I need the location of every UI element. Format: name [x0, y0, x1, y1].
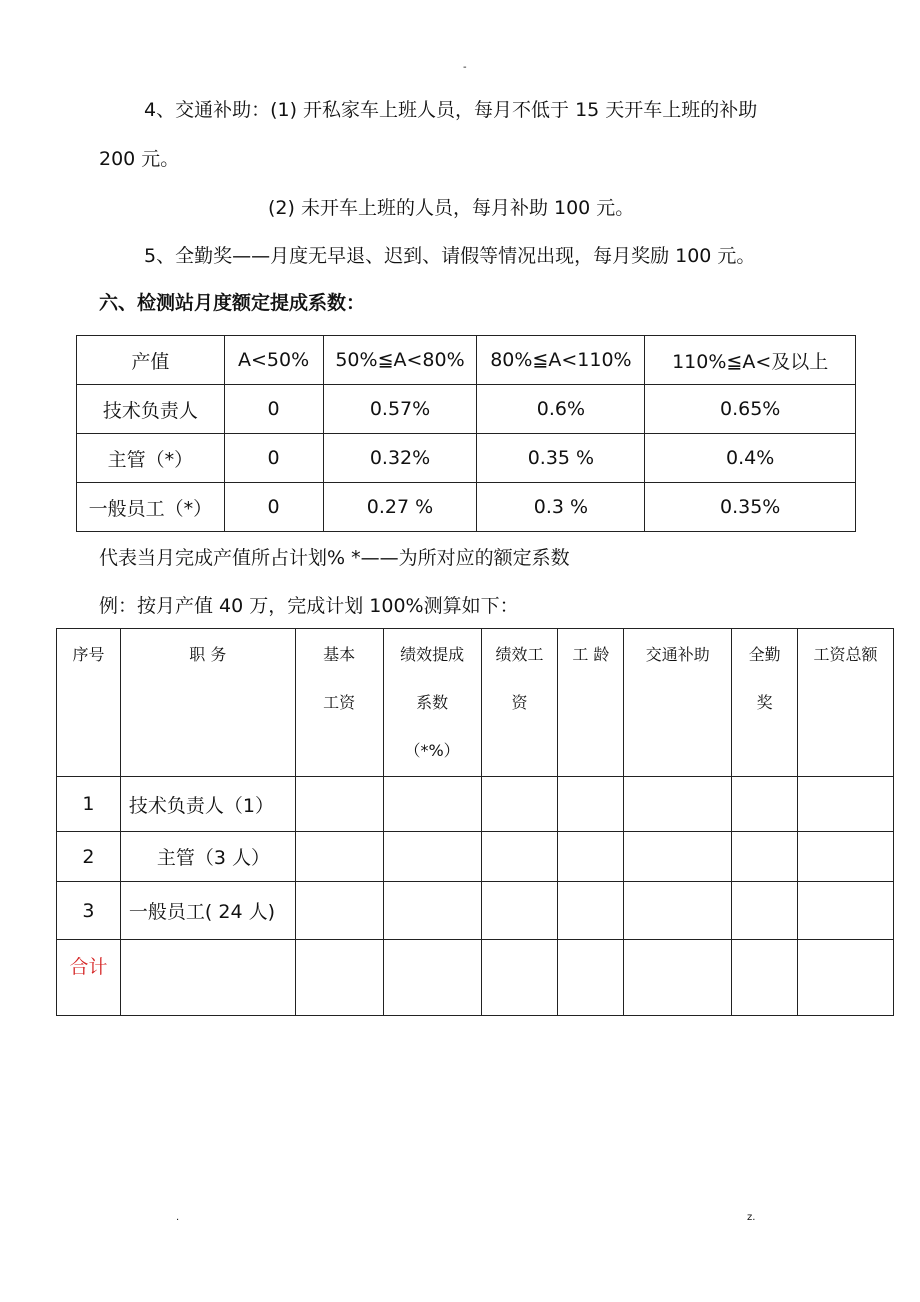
header-cell: 50%≦A<80% [323, 336, 477, 385]
header-cell [481, 629, 558, 777]
table-cell [798, 832, 894, 882]
header-line: 职 务 [189, 645, 227, 664]
table-cell [558, 777, 624, 832]
header-line: 绩效工 [495, 645, 544, 664]
table-cell: 0.65% [645, 385, 856, 434]
header-line: 全勤 [748, 645, 781, 664]
note-coefficient: 代表当月完成产值所占计划% *——为所对应的额定系数 [99, 547, 570, 569]
header-line: 绩效提成 [400, 645, 465, 664]
table-cell [624, 882, 732, 940]
table-cell [732, 882, 798, 940]
table-cell [624, 940, 732, 1016]
paragraph-transport-line2: 200 元。 [99, 148, 180, 170]
coefficient-table-header [77, 336, 856, 385]
table-cell [558, 882, 624, 940]
table-cell: 技术负责人 [77, 385, 225, 434]
table-cell [798, 940, 894, 1016]
salary-table [56, 628, 894, 1016]
table-cell: 0.57% [323, 385, 477, 434]
table-cell [383, 940, 481, 1016]
row-role: 主管（3 人） [120, 832, 295, 882]
header-line: 序号 [72, 645, 105, 664]
header-cell: 产值 [77, 336, 225, 385]
table-cell [558, 832, 624, 882]
table-row [77, 385, 856, 434]
header-cell [798, 629, 894, 777]
paragraph-transport-line1: 4、交通补助：(1) 开私家车上班人员，每月不低于 15 天开车上班的补助 [144, 99, 758, 121]
header-line: 基本 [323, 645, 356, 664]
header-line: 工资总额 [813, 645, 878, 664]
header-line: 系数 [416, 693, 449, 712]
table-cell [481, 777, 558, 832]
total-cell [57, 940, 121, 1016]
header-cell [558, 629, 624, 777]
table-cell: 0.4% [645, 434, 856, 483]
table-cell [383, 832, 481, 882]
table-cell [120, 940, 295, 1016]
table-cell [383, 777, 481, 832]
salary-table-header [57, 629, 894, 777]
header-line: 交通补助 [645, 645, 710, 664]
row-number: 1 [57, 777, 121, 832]
row-number: 3 [57, 882, 121, 940]
table-cell [798, 777, 894, 832]
row-number: 2 [57, 832, 121, 882]
table-cell [732, 940, 798, 1016]
header-line: （*%） [404, 741, 460, 760]
table-cell [295, 940, 383, 1016]
row-role: 一般员工( 24 人) [120, 882, 295, 940]
table-cell: 0.6% [477, 385, 645, 434]
table-cell [295, 777, 383, 832]
table-cell [558, 940, 624, 1016]
table-cell [624, 777, 732, 832]
header-line: 工资 [323, 693, 356, 712]
table-cell [481, 882, 558, 940]
total-label: 合计 [69, 956, 108, 978]
header-line: 资 [511, 693, 528, 712]
header-cell [624, 629, 732, 777]
table-cell: 0.35 % [477, 434, 645, 483]
table-cell: 0.3 % [477, 483, 645, 532]
table-cell: 一般员工（*） [77, 483, 225, 532]
footer-left-mark: . [176, 1212, 180, 1223]
table-cell: 0.27 % [323, 483, 477, 532]
coefficient-table [76, 335, 856, 532]
table-row [57, 832, 894, 882]
table-cell: 0 [224, 434, 323, 483]
header-line: 工 龄 [572, 645, 610, 664]
table-cell [624, 832, 732, 882]
table-row [57, 882, 894, 940]
header-mark: - [463, 62, 467, 73]
paragraph-transport-item2: (2) 未开车上班的人员，每月补助 100 元。 [268, 197, 635, 219]
table-row [77, 434, 856, 483]
table-cell [481, 940, 558, 1016]
total-row [57, 940, 894, 1016]
note-example: 例：按月产值 40 万，完成计划 100%测算如下： [99, 595, 519, 617]
table-row [77, 483, 856, 532]
paragraph-attendance-bonus: 5、全勤奖——月度无早退、迟到、请假等情况出现，每月奖励 100 元。 [144, 245, 756, 267]
table-row [57, 777, 894, 832]
footer-right-mark: z. [747, 1212, 756, 1223]
header-line: 奖 [756, 693, 773, 712]
header-cell: 80%≦A<110% [477, 336, 645, 385]
table-cell [732, 832, 798, 882]
table-cell: 0 [224, 385, 323, 434]
table-cell: 0.32% [323, 434, 477, 483]
table-cell [295, 832, 383, 882]
header-cell: 110%≦A<及以上 [645, 336, 856, 385]
table-cell: 0.35% [645, 483, 856, 532]
table-cell [383, 882, 481, 940]
header-cell: A<50% [224, 336, 323, 385]
table-cell [295, 882, 383, 940]
section-heading-6: 六、检测站月度额定提成系数： [99, 292, 366, 314]
header-cell [732, 629, 798, 777]
header-cell [383, 629, 481, 777]
table-cell: 主管（*） [77, 434, 225, 483]
header-cell [57, 629, 121, 777]
table-cell [481, 832, 558, 882]
row-role: 技术负责人（1） [120, 777, 295, 832]
table-cell: 0 [224, 483, 323, 532]
table-cell [732, 777, 798, 832]
table-cell [798, 882, 894, 940]
header-cell [120, 629, 295, 777]
header-cell [295, 629, 383, 777]
